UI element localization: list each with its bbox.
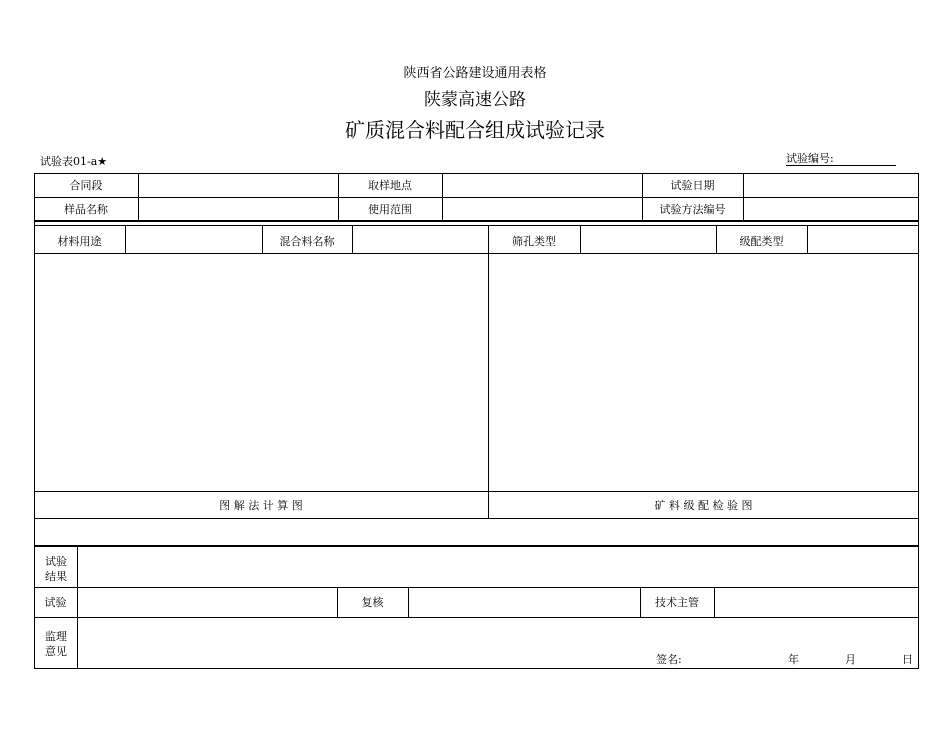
sieve-type-field[interactable]: [581, 227, 716, 252]
mixture-name-field[interactable]: [353, 227, 488, 252]
reviewer-label: 复核: [361, 596, 384, 609]
test-method-no-label: 试验方法编号: [659, 203, 726, 216]
test-number-field[interactable]: [834, 154, 896, 166]
test-method-no-field[interactable]: [744, 199, 918, 219]
test-date-field[interactable]: [744, 175, 918, 197]
mixture-name-label: 混合料名称: [279, 235, 335, 248]
sampling-location-label: 取样地点: [368, 179, 412, 192]
gradation-type-label: 级配类型: [739, 235, 784, 248]
sieve-type-label: 筛孔类型: [512, 235, 556, 248]
tester-label: 试验: [44, 596, 67, 609]
supervision-opinion-field[interactable]: [78, 619, 917, 649]
left-chart-caption: 图 解 法 计 算 图: [219, 499, 303, 512]
super-title: 陕西省公路建设通用表格: [403, 66, 547, 81]
page-title: 矿质混合料配合组成试验记录: [345, 118, 605, 142]
graphical-calculation-chart-area[interactable]: [36, 255, 487, 491]
month-label: 月: [845, 653, 856, 666]
test-number: [786, 150, 896, 166]
reviewer-field[interactable]: [409, 589, 640, 616]
usage-scope-field[interactable]: [443, 199, 642, 219]
supervision-opinion-label: 监理 意见: [45, 630, 67, 658]
test-number-label: 试验编号:: [786, 152, 834, 165]
sample-name-label: 样品名称: [64, 203, 108, 216]
contract-section-field[interactable]: [139, 175, 338, 197]
project-title: 陕蒙高速公路: [424, 90, 526, 110]
material-use-field[interactable]: [126, 227, 262, 252]
test-date-label: 试验日期: [670, 179, 715, 192]
sample-name-field[interactable]: [139, 199, 338, 219]
tester-field[interactable]: [78, 589, 337, 616]
year-label: 年: [788, 653, 799, 666]
sampling-location-field[interactable]: [443, 175, 642, 197]
test-result-label: 试验 结果: [45, 555, 67, 583]
gradation-check-chart-area[interactable]: [490, 255, 917, 491]
form-code: 试验表01-a★: [40, 155, 108, 168]
material-use-label: 材料用途: [57, 235, 102, 248]
right-chart-caption: 矿 料 级 配 检 验 图: [654, 499, 753, 512]
tech-supervisor-label: 技术主管: [655, 596, 699, 609]
gradation-type-field[interactable]: [808, 227, 918, 252]
contract-section-label: 合同段: [69, 179, 103, 192]
tech-supervisor-field[interactable]: [715, 589, 917, 616]
signature-label: 签名:: [656, 653, 682, 666]
test-result-field[interactable]: [78, 548, 917, 586]
signature-field[interactable]: [690, 651, 780, 665]
usage-scope-label: 使用范围: [368, 203, 412, 216]
notes-row[interactable]: [36, 520, 917, 544]
day-label: 日: [902, 653, 913, 666]
